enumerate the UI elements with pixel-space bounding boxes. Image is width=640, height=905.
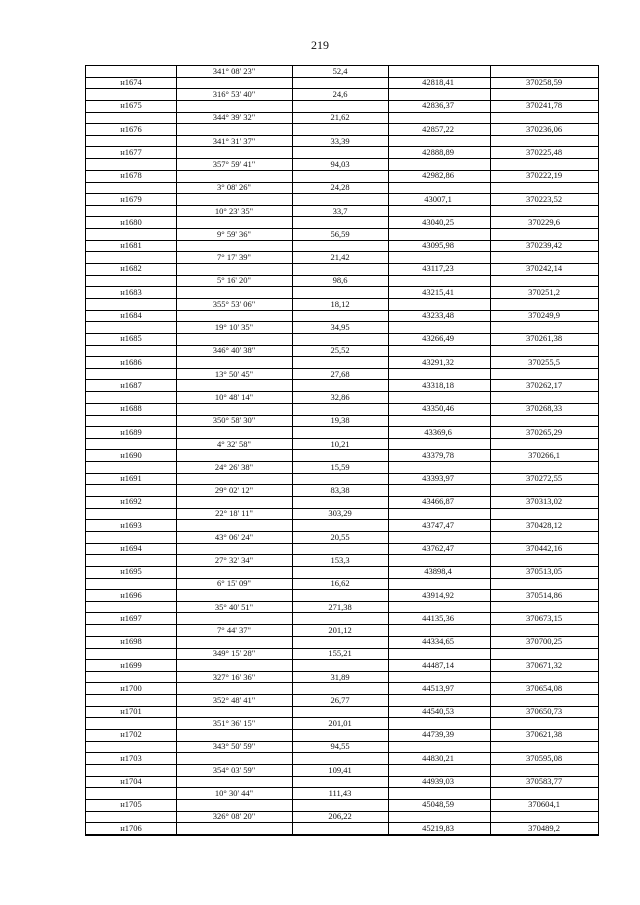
point-label: н1680 xyxy=(120,216,142,227)
segment-angle: 327° 16' 36" xyxy=(212,671,256,682)
point-label: н1690 xyxy=(120,449,142,460)
coordinate-x: 43369,6 xyxy=(424,426,452,437)
coordinate-x: 42888,89 xyxy=(422,146,454,157)
segment-distance: 111,43 xyxy=(328,788,352,798)
segment-distance: 94,03 xyxy=(330,158,350,169)
coordinate-x: 43266,49 xyxy=(422,333,454,344)
segment-angle: 19° 10' 35" xyxy=(214,322,254,332)
coordinates-table xyxy=(85,65,599,836)
point-label: н1685 xyxy=(120,333,142,344)
segment-angle: 29° 02' 12" xyxy=(214,485,254,496)
coordinate-x: 45048,59 xyxy=(422,799,454,810)
segment-angle: 10° 48' 14" xyxy=(214,391,254,402)
point-label: н1686 xyxy=(120,356,142,367)
segment-distance: 10,21 xyxy=(330,438,350,449)
coordinate-y: 370595,08 xyxy=(525,752,563,763)
segment-angle: 10° 23' 35" xyxy=(214,205,254,216)
coordinate-y: 370265,29 xyxy=(525,426,563,437)
coordinate-y: 370249,9 xyxy=(528,310,560,320)
segment-distance: 94,55 xyxy=(330,741,350,752)
segment-angle: 43° 06' 24" xyxy=(214,531,254,542)
coordinate-x: 43215,41 xyxy=(422,286,454,297)
segment-distance: 98,6 xyxy=(332,275,348,286)
coordinate-y: 370255,5 xyxy=(528,356,560,367)
coordinate-y: 370236,06 xyxy=(525,123,563,134)
segment-distance: 20,55 xyxy=(330,531,350,542)
segment-angle: 346° 40' 38" xyxy=(212,345,256,356)
coordinate-y: 370313,02 xyxy=(525,496,563,507)
segment-angle: 350° 58' 30" xyxy=(212,415,256,426)
point-label: н1700 xyxy=(120,682,142,693)
segment-angle: 341° 31' 37" xyxy=(212,135,256,146)
coordinate-x: 43762,47 xyxy=(422,543,454,553)
coordinate-y: 370261,38 xyxy=(525,333,563,344)
coordinate-y: 370428,12 xyxy=(525,519,563,530)
point-label: н1675 xyxy=(120,100,142,111)
coordinate-y: 370671,32 xyxy=(525,659,563,670)
segment-angle: 357° 59' 41" xyxy=(212,158,256,169)
segment-angle: 341° 08' 23" xyxy=(212,66,256,76)
segment-angle: 344° 39' 32" xyxy=(212,112,256,123)
segment-distance: 303,29 xyxy=(328,508,352,519)
segment-distance: 34,95 xyxy=(330,322,350,332)
coordinate-x: 44939,03 xyxy=(422,776,454,786)
segment-angle: 35° 40' 51" xyxy=(214,601,254,612)
coordinate-y: 370514,86 xyxy=(525,589,563,600)
point-label: н1705 xyxy=(120,799,142,810)
segment-angle: 10° 30' 44" xyxy=(214,788,254,798)
coordinate-x: 44513,97 xyxy=(422,682,454,693)
segment-distance: 19,38 xyxy=(330,415,350,426)
segment-angle: 7° 44' 37" xyxy=(217,624,251,635)
point-label: н1701 xyxy=(120,706,142,717)
point-label: н1681 xyxy=(120,240,142,251)
coordinate-x: 44739,39 xyxy=(422,729,454,740)
coordinate-y: 370266,1 xyxy=(528,449,560,460)
segment-distance: 155,21 xyxy=(328,648,352,659)
coordinate-x: 42982,86 xyxy=(422,170,454,181)
point-label: н1697 xyxy=(120,612,142,623)
segment-distance: 201,12 xyxy=(328,624,352,635)
coordinate-x: 44487,14 xyxy=(422,659,454,670)
coordinate-y: 370239,42 xyxy=(525,240,563,251)
coordinate-x: 43914,92 xyxy=(422,589,454,600)
point-label: н1702 xyxy=(120,729,142,740)
point-label: н1677 xyxy=(120,146,142,157)
segment-distance: 21,62 xyxy=(330,112,350,123)
point-label: н1687 xyxy=(120,379,142,390)
point-label: н1699 xyxy=(120,659,142,670)
segment-distance: 21,42 xyxy=(330,252,350,263)
coordinate-y: 370442,16 xyxy=(525,543,563,553)
segment-angle: 316° 53' 40" xyxy=(212,89,256,99)
segment-angle: 5° 16' 20" xyxy=(217,275,251,286)
segment-distance: 24,28 xyxy=(330,182,350,193)
coordinate-y: 370229,6 xyxy=(528,216,560,227)
coordinate-y: 370673,15 xyxy=(525,612,563,623)
segment-angle: 351° 36' 15" xyxy=(212,718,256,729)
segment-angle: 3° 08' 26" xyxy=(217,182,251,193)
coordinate-y: 370251,2 xyxy=(528,286,560,297)
point-label: н1692 xyxy=(120,496,142,507)
point-label: н1703 xyxy=(120,752,142,763)
point-label: н1683 xyxy=(120,286,142,297)
segment-distance: 271,38 xyxy=(328,601,352,612)
segment-distance: 153,3 xyxy=(330,555,350,565)
coordinate-x: 43393,97 xyxy=(422,473,454,484)
segment-distance: 27,68 xyxy=(330,368,350,379)
segment-distance: 32,86 xyxy=(330,391,350,402)
segment-angle: 13° 50' 45" xyxy=(214,368,254,379)
coordinate-x: 44830,21 xyxy=(422,752,454,763)
point-label: н1682 xyxy=(120,263,142,274)
segment-distance: 201,01 xyxy=(328,718,352,729)
coordinate-y: 370241,78 xyxy=(525,100,563,111)
coordinate-y: 370258,59 xyxy=(525,77,563,87)
point-label: н1698 xyxy=(120,636,142,647)
coordinate-x: 42818,41 xyxy=(422,77,454,87)
coordinate-y: 370223,52 xyxy=(525,193,563,204)
coordinate-y: 370583,77 xyxy=(525,776,563,786)
point-label: н1706 xyxy=(120,822,142,833)
row-divider xyxy=(86,834,598,835)
coordinate-x: 43318,18 xyxy=(422,379,454,390)
page-number: 219 xyxy=(311,38,329,52)
coordinate-x: 43233,48 xyxy=(422,310,454,320)
coordinate-y: 370489,2 xyxy=(528,822,560,833)
segment-distance: 109,41 xyxy=(328,764,352,775)
segment-distance: 15,59 xyxy=(330,461,350,472)
segment-distance: 33,7 xyxy=(332,205,348,216)
coordinate-y: 370513,05 xyxy=(525,566,563,577)
coordinate-x: 43466,87 xyxy=(422,496,454,507)
coordinate-y: 370700,25 xyxy=(525,636,563,647)
point-label: н1688 xyxy=(120,403,142,414)
coordinate-y: 370621,38 xyxy=(525,729,563,740)
segment-angle: 7° 17' 39" xyxy=(217,252,251,263)
point-label: н1676 xyxy=(120,123,142,134)
point-label: н1695 xyxy=(120,566,142,577)
segment-distance: 206,22 xyxy=(328,811,352,822)
segment-angle: 349° 15' 28" xyxy=(212,648,256,659)
point-label: н1678 xyxy=(120,170,142,181)
coordinate-y: 370650,73 xyxy=(525,706,563,717)
coordinate-x: 42836,37 xyxy=(422,100,454,111)
point-label: н1704 xyxy=(120,776,142,786)
segment-distance: 52,4 xyxy=(332,66,348,76)
coordinate-x: 43379,78 xyxy=(422,449,454,460)
segment-angle: 355° 53' 06" xyxy=(212,298,256,309)
coordinate-x: 43095,98 xyxy=(422,240,454,251)
coordinate-x: 43747,47 xyxy=(422,519,454,530)
point-label: н1679 xyxy=(120,193,142,204)
segment-angle: 326° 08' 20" xyxy=(212,811,256,822)
segment-distance: 56,59 xyxy=(330,228,350,239)
point-label: н1696 xyxy=(120,589,142,600)
segment-angle: 9° 59' 36" xyxy=(217,228,251,239)
segment-angle: 4° 32' 58" xyxy=(217,438,251,449)
segment-angle: 352° 48' 41" xyxy=(212,694,256,705)
coordinate-x: 43350,46 xyxy=(422,403,454,414)
coordinate-y: 370604,1 xyxy=(528,799,560,810)
segment-distance: 31,89 xyxy=(330,671,350,682)
coordinate-x: 43040,25 xyxy=(422,216,454,227)
coordinate-y: 370654,08 xyxy=(525,682,563,693)
segment-distance: 26,77 xyxy=(330,694,350,705)
point-label: н1691 xyxy=(120,473,142,484)
segment-distance: 33,39 xyxy=(330,135,350,146)
coordinate-y: 370222,19 xyxy=(525,170,563,181)
segment-distance: 83,38 xyxy=(330,485,350,496)
segment-distance: 25,52 xyxy=(330,345,350,356)
coordinate-x: 43007,1 xyxy=(424,193,452,204)
segment-angle: 343° 50' 59" xyxy=(212,741,256,752)
coordinate-x: 45219,83 xyxy=(422,822,454,833)
point-label: н1694 xyxy=(120,543,142,553)
coordinate-y: 370262,17 xyxy=(525,379,563,390)
coordinate-y: 370242,14 xyxy=(525,263,563,274)
segment-distance: 16,62 xyxy=(330,578,350,589)
segment-angle: 27° 32' 34" xyxy=(214,555,254,565)
segment-angle: 24° 26' 38" xyxy=(214,461,254,472)
segment-distance: 18,12 xyxy=(330,298,350,309)
segment-angle: 22° 18' 11" xyxy=(215,508,253,519)
coordinate-x: 43117,23 xyxy=(422,263,454,274)
coordinate-x: 43291,32 xyxy=(422,356,454,367)
coordinate-x: 42857,22 xyxy=(422,123,454,134)
point-label: н1693 xyxy=(120,519,142,530)
coordinate-y: 370225,48 xyxy=(525,146,563,157)
coordinate-x: 44135,36 xyxy=(422,612,454,623)
coordinate-y: 370268,33 xyxy=(525,403,563,414)
segment-angle: 354° 03' 59" xyxy=(212,764,256,775)
point-label: н1689 xyxy=(120,426,142,437)
coordinate-x: 43898,4 xyxy=(424,566,452,577)
coordinate-x: 44540,53 xyxy=(422,706,454,717)
segment-angle: 6° 15' 09" xyxy=(217,578,251,589)
point-label: н1674 xyxy=(120,77,142,87)
coordinate-x: 44334,65 xyxy=(422,636,454,647)
point-label: н1684 xyxy=(120,310,142,320)
coordinate-y: 370272,55 xyxy=(525,473,563,484)
segment-distance: 24,6 xyxy=(332,89,348,99)
